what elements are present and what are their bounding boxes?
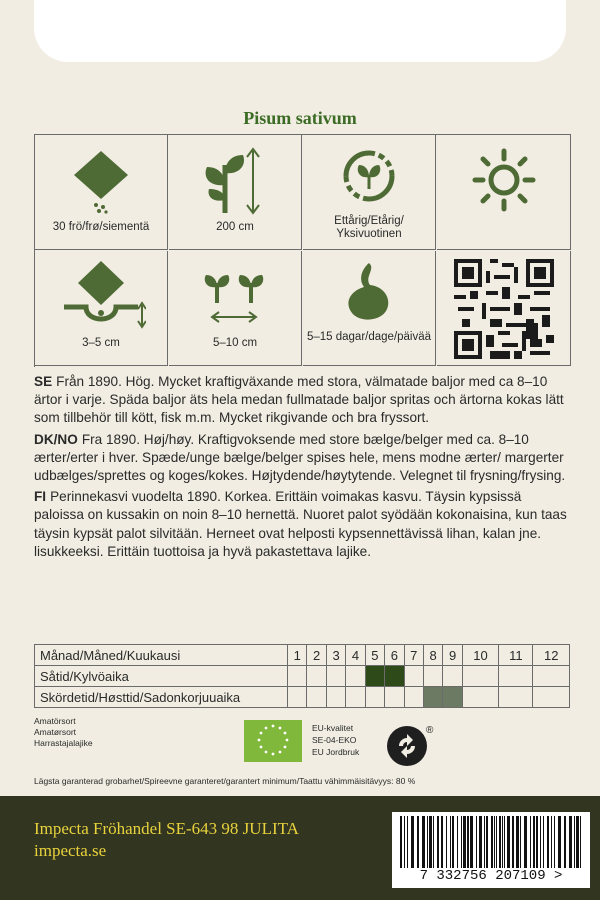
- calendar-harvest-row: [35, 687, 570, 708]
- sun-icon: [469, 145, 539, 215]
- germination-cell: [303, 251, 436, 366]
- harvest-cell: [499, 687, 533, 708]
- barcode-bar: [554, 816, 555, 868]
- barcode-bar: [427, 816, 428, 868]
- barcode-bar: [452, 816, 454, 868]
- plant-height-icon: [195, 145, 275, 215]
- green-dot-logo: [385, 722, 437, 773]
- green-dot-icon: [385, 722, 437, 768]
- barcode-bar: [569, 816, 572, 868]
- barcode-bar: [400, 816, 402, 868]
- eu-leaf-icon: [244, 720, 302, 762]
- barcode-bar: [450, 816, 451, 868]
- harvest-cell: [326, 687, 345, 708]
- month-cell: 10: [462, 645, 498, 666]
- barcode-bars: [398, 816, 584, 868]
- amateur-fi: Harrastajalajike: [34, 738, 93, 748]
- barcode-bar: [470, 816, 473, 868]
- barcode-bar: [512, 816, 514, 868]
- barcode-bar: [457, 816, 458, 868]
- amateur-se: Amatörsort: [34, 716, 76, 726]
- spacing-label: 5–10 cm: [212, 337, 258, 349]
- barcode-bar: [463, 816, 466, 868]
- barcode-bar: [536, 816, 538, 868]
- lang-code: DK/NO: [34, 431, 78, 447]
- barcode-bar: [422, 816, 425, 868]
- harvest-cell: [365, 687, 384, 708]
- barcode-bar: [540, 816, 541, 868]
- barcode-bar: [441, 816, 443, 868]
- sow-cell: [385, 666, 404, 687]
- harvest-cell: [404, 687, 423, 708]
- month-cell: 4: [346, 645, 365, 666]
- sowing-depth-cell: [35, 251, 168, 366]
- barcode-bar: [574, 816, 575, 868]
- barcode-bar: [580, 816, 581, 868]
- barcode-bar: [507, 816, 510, 868]
- barcode-bar: [479, 816, 482, 868]
- sow-cell: [365, 666, 384, 687]
- barcode-bar: [429, 816, 432, 868]
- calendar-month-row: [35, 645, 570, 666]
- barcode-bar: [551, 816, 552, 868]
- barcode-bar: [516, 816, 519, 868]
- harvest-cell: [533, 687, 570, 708]
- sowing-calendar: [34, 644, 570, 708]
- info-icon-grid: [34, 134, 571, 367]
- month-cell: 11: [499, 645, 533, 666]
- registered-mark: ®: [426, 725, 434, 736]
- amateur-dk: Amatørsort: [34, 727, 77, 737]
- barcode-bar: [461, 816, 462, 868]
- harvest-cell: [346, 687, 365, 708]
- barcode-bar: [437, 816, 439, 868]
- barcode-bar: [494, 816, 495, 868]
- hanging-hole: [34, 0, 566, 62]
- seed-count-label: 30 frö/frø/siementä: [52, 221, 150, 233]
- barcode-bar: [530, 816, 531, 868]
- barcode-bar: [467, 816, 469, 868]
- barcode-bar: [502, 816, 503, 868]
- harvest-cell: [443, 687, 462, 708]
- spacing-cell: [169, 251, 302, 366]
- description-text: Perinnekasvi vuodelta 1890. Korkea. Erittäin voimakas kasvu. Täysin kypsissä paloissa on kussakin on noin 8–10 hernettä. Nuoret palot syödään kokonaisina, kun taas täysin kypsät palot silvitään. Herneet ovat helposti kypsennettävissä lihan, kalan jne. lisukkeeksi. Erittäin tuottoisa ja hyvä pakastettava lajike.: [34, 489, 567, 559]
- description-dk-no: [34, 431, 570, 486]
- qr-cell: [437, 251, 571, 366]
- seed-bag-icon: [66, 145, 136, 215]
- barcode-bar: [533, 816, 535, 868]
- harvest-cell: [385, 687, 404, 708]
- month-cell: 7: [404, 645, 423, 666]
- sow-cell: [404, 666, 423, 687]
- barcode-bar: [484, 816, 485, 868]
- barcode-bar: [576, 816, 579, 868]
- barcode-bar: [476, 816, 477, 868]
- description-fi: [34, 488, 570, 561]
- germination-icon: [334, 257, 404, 327]
- sow-cell: [533, 666, 570, 687]
- barcode-bar: [558, 816, 561, 868]
- month-header: Månad/Måned/Kuukausi: [35, 645, 288, 666]
- barcode-bar: [491, 816, 493, 868]
- lang-code: FI: [34, 489, 47, 505]
- barcode-bar: [524, 816, 527, 868]
- sow-label: Såtid/Kylvöaika: [35, 666, 288, 687]
- harvest-cell: [423, 687, 442, 708]
- barcode-bar: [504, 816, 505, 868]
- eu-agriculture: EU Jordbruk: [312, 747, 360, 757]
- sun-cell: [437, 135, 571, 250]
- sow-cell: [307, 666, 326, 687]
- barcode-bar: [433, 816, 434, 868]
- month-cell: 5: [365, 645, 384, 666]
- annual-cycle-icon: [334, 141, 404, 211]
- barcode-bar: [499, 816, 501, 868]
- sow-cell: [346, 666, 365, 687]
- sow-cell: [423, 666, 442, 687]
- month-cell: 9: [443, 645, 462, 666]
- barcode-bar: [520, 816, 521, 868]
- germination-label: 5–15 dagar/dage/päivää: [306, 331, 432, 343]
- sowing-depth-label: 3–5 cm: [82, 337, 120, 349]
- lifecycle-cell: [303, 135, 436, 250]
- description-text: Från 1890. Hög. Mycket kraftigväxande med stora, välmatade baljor med ca 8–10 ärtor i varje. Späda baljor äts hela medan fullmatade baljor spritas och ärtorna kokas lätt som tillbehör till kött, fisk m.m. Mycket rikgivande och bra fryssort.: [34, 374, 564, 426]
- amateur-variety: [34, 716, 93, 749]
- barcode-bar: [417, 816, 419, 868]
- barcode-bar: [404, 816, 405, 868]
- calendar-sow-row: [35, 666, 570, 687]
- qr-code-icon[interactable]: [454, 259, 554, 359]
- barcode: [392, 812, 590, 888]
- barcode-bar: [496, 816, 497, 868]
- month-cell: 2: [307, 645, 326, 666]
- harvest-label: Skördetid/Høsttid/Sadonkorjuuaika: [35, 687, 288, 708]
- month-cell: 3: [326, 645, 345, 666]
- month-cell: 8: [423, 645, 442, 666]
- eu-code: SE-04-EKO: [312, 735, 357, 745]
- barcode-bar: [407, 816, 408, 868]
- company-address: Impecta Fröhandel SE-643 98 JULITA: [34, 819, 299, 838]
- harvest-cell: [462, 687, 498, 708]
- barcode-bar: [543, 816, 544, 868]
- sow-cell: [499, 666, 533, 687]
- month-cell: 6: [385, 645, 404, 666]
- eu-quality: EU-kvalitet: [312, 723, 354, 733]
- barcode-bar: [486, 816, 488, 868]
- height-cell: [169, 135, 302, 250]
- seed-count-cell: [35, 135, 168, 250]
- month-cell: 12: [533, 645, 570, 666]
- description-text: Fra 1890. Høj/høy. Kraftigvoksende med store bælge/belger med ca. 8–10 ærter/erter i hver. Spæde/unge bælge/belger spises hele, mens modne ærter/ margerter udbælges/sprettes og koges/kokes. Højtydende/høytytende. Velegnet til frysning/frysing.: [34, 431, 566, 484]
- company-website[interactable]: impecta.se: [34, 841, 107, 860]
- harvest-cell: [307, 687, 326, 708]
- latin-name: Pisum sativum: [243, 108, 357, 128]
- barcode-bar: [411, 816, 414, 868]
- barcode-bar: [564, 816, 566, 868]
- barcode-bar: [446, 816, 447, 868]
- barcode-bar: [547, 816, 549, 868]
- harvest-cell: [288, 687, 307, 708]
- germination-guarantee: Lägsta garanterad grobarhet/Spireevne garanteret/garantert minimum/Taattu vähimmäisitävyys: 80 %: [34, 776, 416, 786]
- sowing-depth-icon: [56, 257, 146, 333]
- sow-cell: [288, 666, 307, 687]
- sow-cell: [443, 666, 462, 687]
- descriptions: [34, 373, 570, 564]
- lang-code: SE: [34, 374, 53, 389]
- height-label: 200 cm: [216, 221, 254, 233]
- sow-cell: [462, 666, 498, 687]
- company-info: [34, 818, 299, 862]
- sow-cell: [326, 666, 345, 687]
- description-se: [34, 373, 570, 428]
- barcode-number: 7 332756 207109 >: [419, 868, 563, 884]
- eu-organic-logo: [244, 720, 302, 762]
- eu-organic-text: [312, 722, 359, 758]
- lifecycle-label: Ettårig/Etårig/ Yksivuotinen: [334, 215, 404, 240]
- plant-spacing-icon: [195, 261, 275, 331]
- month-cell: 1: [288, 645, 307, 666]
